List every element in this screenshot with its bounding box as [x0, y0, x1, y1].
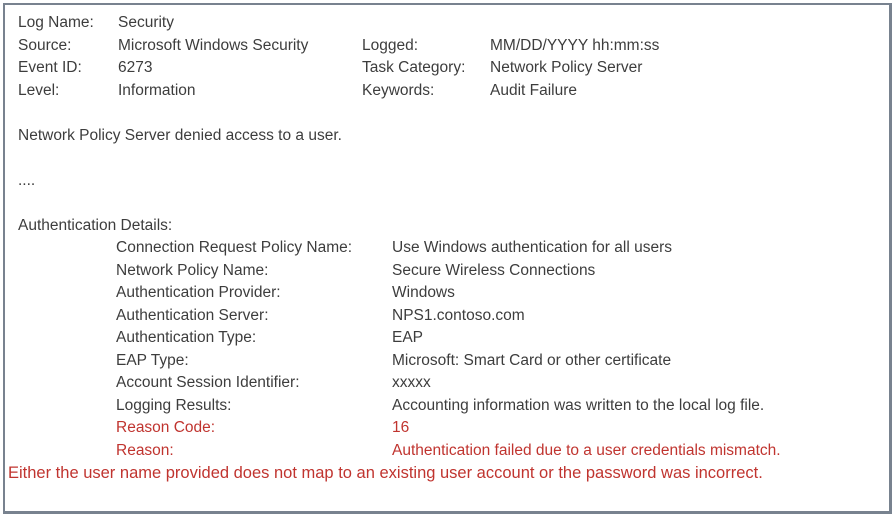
source-value: Microsoft Windows Security	[118, 36, 309, 54]
detail-row-authentication-server	[18, 305, 887, 328]
event-log-panel	[3, 3, 892, 514]
authentication-details-heading-text: Authentication Details:	[18, 216, 173, 234]
detail-label: Reason:	[116, 441, 174, 459]
event-description	[18, 125, 887, 148]
task-category-value: Network Policy Server	[490, 59, 643, 76]
keywords-label: Keywords:	[362, 81, 435, 99]
detail-row-reason	[18, 440, 887, 463]
detail-label: Reason Code:	[116, 419, 216, 436]
detail-value: EAP	[392, 329, 424, 346]
detail-value: Windows	[392, 284, 455, 301]
detail-value: Secure Wireless Connections	[392, 261, 596, 279]
ellipsis-line	[18, 170, 887, 193]
task-category-label: Task Category:	[362, 59, 466, 76]
log-name-value: Security	[118, 14, 174, 31]
detail-label: Authentication Type:	[116, 329, 257, 346]
detail-value: xxxxx	[392, 374, 431, 391]
keywords-value: Audit Failure	[490, 81, 578, 99]
level-value: Information	[118, 81, 196, 99]
detail-value: 16	[392, 419, 410, 436]
detail-label: EAP Type:	[116, 351, 189, 369]
spacer	[18, 192, 887, 215]
source-label: Source:	[18, 36, 72, 54]
detail-value: NPS1.contoso.com	[392, 306, 525, 324]
event-id-label: Event ID:	[18, 59, 82, 76]
event-description-text: Network Policy Server denied access to a user.	[18, 126, 342, 144]
footnote-text: Either the user name provided does not map to an existing user account or the password was incorrect.	[8, 464, 763, 482]
detail-label: Authentication Provider:	[116, 284, 281, 301]
level-label: Level:	[18, 81, 60, 99]
detail-value: Authentication failed due to a user credentials mismatch.	[392, 441, 781, 459]
detail-row-reason-code	[18, 417, 887, 440]
detail-label: Account Session Identifier:	[116, 374, 300, 391]
detail-row-connection-request-policy	[18, 237, 887, 260]
detail-row-account-session-identifier	[18, 372, 887, 395]
detail-value: Microsoft: Smart Card or other certificate	[392, 351, 672, 369]
detail-row-logging-results	[18, 395, 887, 418]
spacer	[18, 147, 887, 170]
log-name-label: Log Name:	[18, 14, 94, 31]
logged-value: MM/DD/YYYY hh:mm:ss	[490, 36, 660, 54]
ellipsis-text: ....	[18, 171, 36, 189]
detail-row-eap-type	[18, 350, 887, 373]
header-row	[18, 35, 887, 58]
header-row	[18, 12, 887, 35]
event-log-content	[8, 12, 887, 485]
event-id-value: 6273	[118, 59, 153, 76]
spacer	[18, 102, 887, 125]
detail-label: Network Policy Name:	[116, 261, 269, 279]
detail-row-network-policy-name	[18, 260, 887, 283]
detail-row-authentication-provider	[18, 282, 887, 305]
detail-value: Accounting information was written to the local log file.	[392, 396, 765, 414]
detail-label: Connection Request Policy Name:	[116, 239, 353, 256]
detail-value: Use Windows authentication for all users	[392, 239, 672, 256]
logged-label: Logged:	[362, 36, 419, 54]
detail-row-authentication-type	[18, 327, 887, 350]
detail-label: Authentication Server:	[116, 306, 269, 324]
header-row	[18, 57, 887, 80]
detail-label: Logging Results:	[116, 396, 232, 414]
authentication-details-heading	[18, 215, 887, 238]
header-row	[18, 80, 887, 103]
